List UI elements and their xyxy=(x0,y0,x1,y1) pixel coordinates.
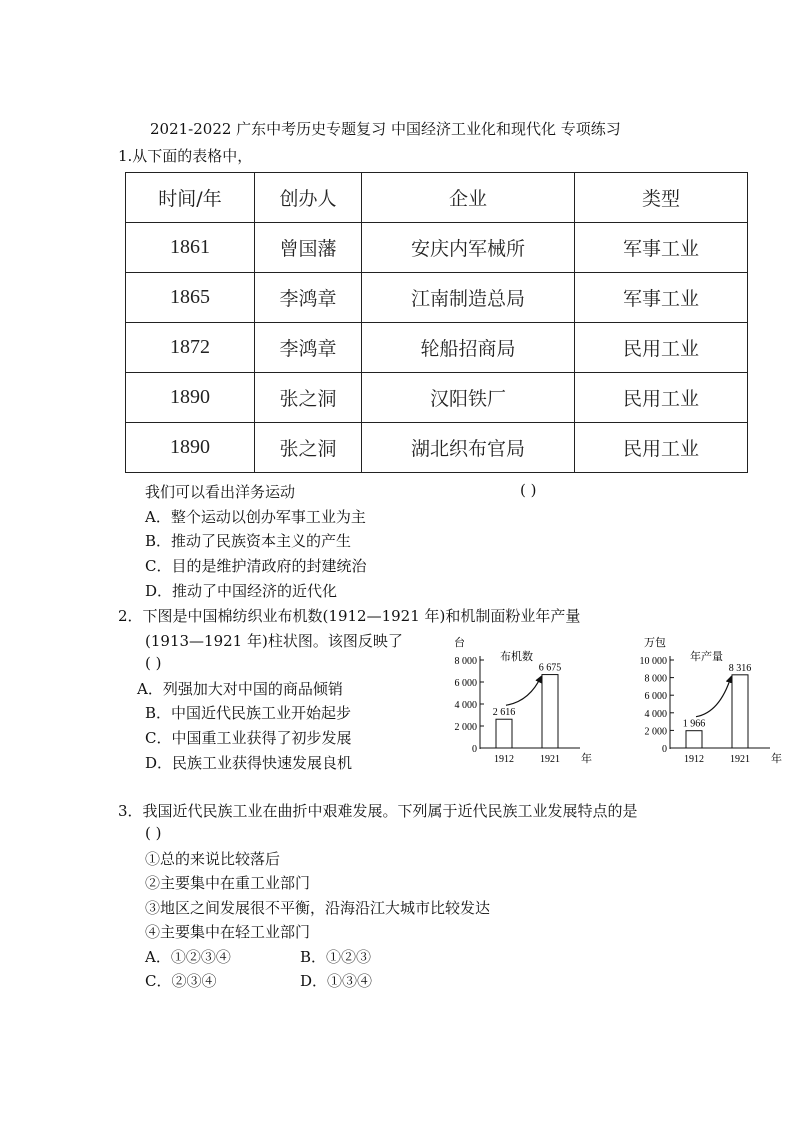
table-row xyxy=(126,373,748,423)
q3-item-1: ①总的来说比较落后 xyxy=(145,850,281,868)
q3-option-a: A．①②③④ xyxy=(145,948,231,966)
q1-option-d: D．推动了中国经济的近代化 xyxy=(145,582,338,600)
table-cell: 轮船招商局 xyxy=(362,323,575,373)
table-cell: 安庆内军械所 xyxy=(362,223,575,273)
y-tick-label: 4 000 xyxy=(644,708,667,720)
q3-option-c: C．②③④ xyxy=(145,972,217,990)
q1-answer-paren: ( ) xyxy=(520,481,537,499)
page-title: 2021-2022 广东中考历史专题复习 中国经济工业化和现代化 专项练习 xyxy=(150,120,621,138)
q1-question: 我们可以看出洋务运动 xyxy=(145,483,296,501)
table-cell: 民用工业 xyxy=(575,323,748,373)
table-cell: 军事工业 xyxy=(575,223,748,273)
header-cell: 企业 xyxy=(362,173,575,223)
q1-stem: 1.从下面的表格中， xyxy=(118,147,253,165)
bar xyxy=(686,731,702,748)
q3-item-3: ③地区之间发展很不平衡，沿海沿江大城市比较发达 xyxy=(145,899,491,917)
bar-value-label: 8 316 xyxy=(728,662,752,674)
q2-option-b: B．中国近代民族工业开始起步 xyxy=(145,704,352,722)
q2-answer-paren: ( ) xyxy=(145,654,162,672)
q1-option-a: A．整个运动以创办军事工业为主 xyxy=(145,508,366,526)
x-tick-label: 1912 xyxy=(494,754,514,765)
table-row xyxy=(126,223,748,273)
y-tick-label: 0 xyxy=(472,744,477,755)
x-axis-unit-label: 年 xyxy=(771,753,782,765)
table-cell: 1861 xyxy=(126,223,255,273)
header-cell: 类型 xyxy=(575,173,748,223)
table-cell: 1890 xyxy=(126,423,255,473)
bar-value-label: 6 675 xyxy=(538,662,562,674)
table-row xyxy=(126,323,748,373)
y-axis-unit-label: 万包 xyxy=(644,637,666,649)
table-cell: 曾国藩 xyxy=(255,223,362,273)
q2-stem-line2: (1913—1921 年)柱状图。该图反映了 xyxy=(145,632,403,650)
q2-stem-line1: 2．下图是中国棉纺织业布机数(1912—1921 年)和机制面粉业年产量 xyxy=(118,607,581,625)
table-row xyxy=(126,423,748,473)
x-tick-label: 1921 xyxy=(540,754,560,765)
y-axis-unit-label: 台 xyxy=(454,637,465,649)
y-tick-label: 10 000 xyxy=(639,656,667,667)
header-cell: 时间/年 xyxy=(126,173,255,223)
q2-option-d: D．民族工业获得快速发展良机 xyxy=(145,754,353,772)
q3-option-d: D．①③④ xyxy=(300,972,373,990)
table-cell: 1890 xyxy=(126,373,255,423)
table-cell: 1872 xyxy=(126,323,255,373)
y-tick-label: 2 000 xyxy=(644,726,667,738)
y-tick-label: 6 000 xyxy=(454,678,477,689)
y-tick-label: 0 xyxy=(662,744,667,755)
q3-item-4: ④主要集中在轻工业部门 xyxy=(145,923,311,941)
table-cell: 民用工业 xyxy=(575,423,748,473)
header-cell: 创办人 xyxy=(255,173,362,223)
y-tick-label: 6 000 xyxy=(644,691,667,703)
flour-output-chart xyxy=(630,634,780,768)
table-cell: 湖北织布官局 xyxy=(362,423,575,473)
chart-title: 布机数 xyxy=(500,651,533,663)
x-axis-unit-label: 年 xyxy=(581,753,592,765)
chart-title: 年产量 xyxy=(690,651,723,663)
bar xyxy=(732,675,748,748)
y-tick-label: 2 000 xyxy=(454,722,477,733)
q3-option-b: B．①②③ xyxy=(300,948,372,966)
q2-option-a: A．列强加大对中国的商品倾销 xyxy=(137,680,343,698)
y-tick-label: 4 000 xyxy=(454,700,477,711)
table-header-row xyxy=(126,173,748,223)
y-tick-label: 8 000 xyxy=(644,673,667,685)
table-cell: 李鸿章 xyxy=(255,323,362,373)
loom-count-chart xyxy=(440,634,590,768)
q3-stem: 3．我国近代民族工业在曲折中艰难发展。下列属于近代民族工业发展特点的是 xyxy=(118,802,638,820)
trend-arrow xyxy=(506,677,541,706)
table-cell: 民用工业 xyxy=(575,373,748,423)
q1-option-c: C．目的是维护清政府的封建统治 xyxy=(145,557,367,575)
q3-answer-paren: ( ) xyxy=(145,824,162,842)
enterprise-table xyxy=(125,172,748,473)
table-cell: 张之洞 xyxy=(255,423,362,473)
table-cell: 1865 xyxy=(126,273,255,323)
x-tick-label: 1912 xyxy=(684,754,704,765)
table-cell: 军事工业 xyxy=(575,273,748,323)
q2-option-c: C．中国重工业获得了初步发展 xyxy=(145,729,352,747)
bar xyxy=(496,719,512,748)
q1-option-b: B．推动了民族资本主义的产生 xyxy=(145,532,352,550)
table-cell: 李鸿章 xyxy=(255,273,362,323)
table-cell: 张之洞 xyxy=(255,373,362,423)
bar-value-label: 2 616 xyxy=(492,707,516,719)
bar-value-label: 1 966 xyxy=(682,718,706,730)
q3-item-2: ②主要集中在重工业部门 xyxy=(145,874,311,892)
table-row xyxy=(126,273,748,323)
table-cell: 汉阳铁厂 xyxy=(362,373,575,423)
y-tick-label: 8 000 xyxy=(454,656,477,667)
table-cell: 江南制造总局 xyxy=(362,273,575,323)
trend-arrow xyxy=(696,677,731,717)
x-tick-label: 1921 xyxy=(730,754,750,765)
bar xyxy=(542,675,558,748)
